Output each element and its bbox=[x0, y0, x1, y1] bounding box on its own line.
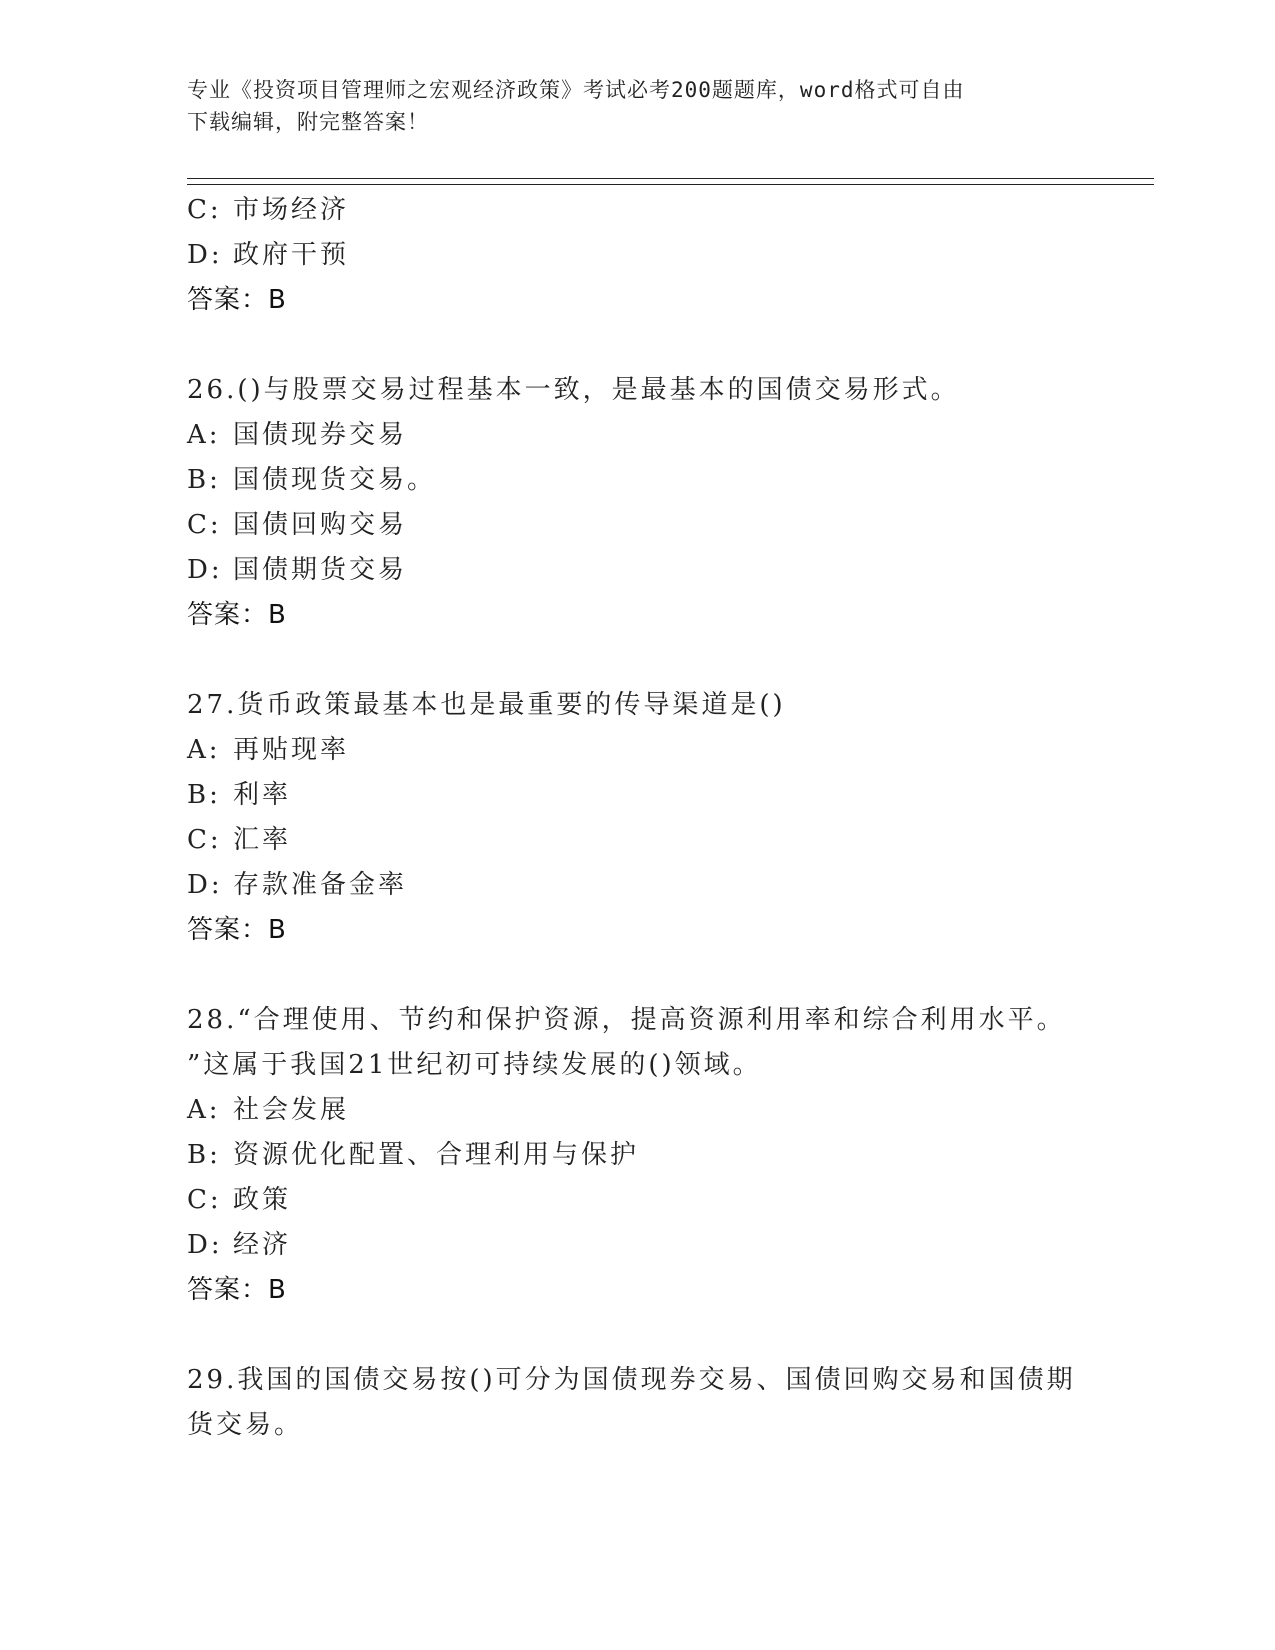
q27-answer: 答案：B bbox=[187, 915, 287, 945]
q28-option-b: B: 资源优化配置、合理利用与保护 bbox=[187, 1140, 640, 1170]
q27-option-b: B: 利率 bbox=[187, 780, 292, 810]
q25-answer: 答案：B bbox=[187, 285, 287, 315]
q28-question-line-2: ”这属于我国21世纪初可持续发展的()领域。 bbox=[187, 1050, 762, 1080]
q28-option-a: A: 社会发展 bbox=[187, 1095, 350, 1125]
q27-option-d: D: 存款准备金率 bbox=[187, 870, 408, 900]
q25-option-d: D: 政府干预 bbox=[187, 240, 350, 270]
q26-option-a: A: 国债现券交易 bbox=[187, 420, 408, 450]
q26-option-d: D: 国债期货交易 bbox=[187, 555, 408, 585]
q26-option-b: B: 国债现货交易。 bbox=[187, 465, 437, 495]
q28-question-line-1: 28.“合理使用、节约和保护资源，提高资源利用率和综合利用水平。 bbox=[187, 1005, 1066, 1035]
q28-option-d: D: 经济 bbox=[187, 1230, 292, 1260]
q26-option-c: C: 国债回购交易 bbox=[187, 510, 408, 540]
header-divider bbox=[187, 178, 1154, 185]
header-line-2: 下载编辑，附完整答案！ bbox=[187, 110, 429, 134]
q27-option-a: A: 再贴现率 bbox=[187, 735, 350, 765]
q27-option-c: C: 汇率 bbox=[187, 825, 292, 855]
q29-question-line-2: 货交易。 bbox=[187, 1410, 304, 1440]
q25-option-c: C: 市场经济 bbox=[187, 195, 350, 225]
q26-question: 26.()与股票交易过程基本一致，是最基本的国债交易形式。 bbox=[187, 375, 960, 405]
q29-question-line-1: 29.我国的国债交易按()可分为国债现券交易、国债回购交易和国债期 bbox=[187, 1365, 1076, 1395]
header-line-1: 专业《投资项目管理师之宏观经济政策》考试必考200题题库，word格式可自由 bbox=[187, 78, 965, 102]
document-header bbox=[187, 74, 1067, 138]
q28-answer: 答案：B bbox=[187, 1275, 287, 1305]
q26-answer: 答案：B bbox=[187, 600, 287, 630]
q28-option-c: C: 政策 bbox=[187, 1185, 292, 1215]
q27-question: 27.货币政策最基本也是最重要的传导渠道是() bbox=[187, 690, 786, 720]
